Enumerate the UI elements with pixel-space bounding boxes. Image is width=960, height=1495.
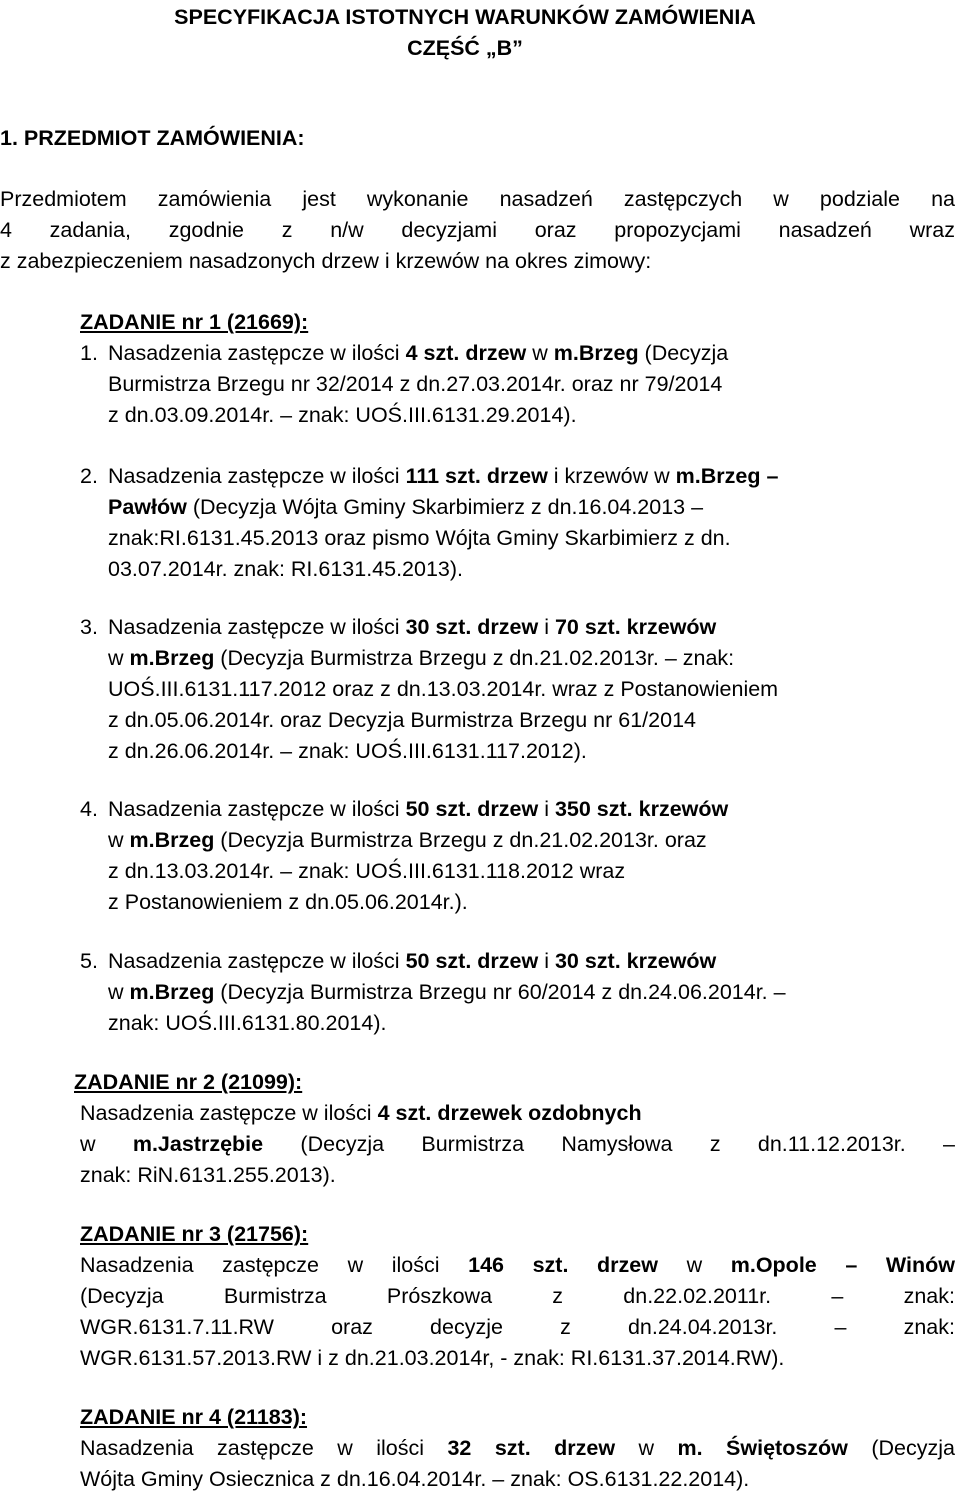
text-run: drzew — [597, 1253, 658, 1277]
zadanie-3-line — [80, 1343, 784, 1374]
text-run: z dn.26.06.2014r. – znak: UOŚ.III.6131.117.2012). — [108, 739, 587, 763]
text-run: i — [538, 949, 555, 973]
text-run: drzew — [477, 615, 539, 639]
zadanie-4-line — [80, 1433, 955, 1464]
text-run: 4 szt. — [377, 1101, 432, 1125]
zadanie-1-heading: ZADANIE nr 1 (21669): — [80, 310, 309, 334]
intro-line-3: z zabezpieczeniem nasadzonych drzew i krzewów na okres zimowy: — [0, 249, 652, 273]
text-run: znak: RiN.6131.255.2013). — [80, 1163, 336, 1187]
list-item-line — [108, 369, 722, 400]
text-run: Nasadzenia zastępcze w ilości — [80, 1101, 378, 1125]
list-item-number: 2. — [80, 464, 98, 488]
text-run: m.Brzeg – — [675, 464, 779, 488]
text-run: Nasadzenia zastępcze w ilości — [108, 949, 406, 973]
text-run: (Decyzja Burmistrza Brzegu z dn.21.02.2013r. – znak: — [214, 646, 735, 670]
text-run: w — [615, 1436, 678, 1460]
list-item-line — [108, 400, 577, 431]
list-item-line — [108, 825, 707, 856]
text-run: w — [108, 980, 130, 1004]
zadanie-3-line — [80, 1281, 955, 1312]
list-item-line — [108, 977, 786, 1008]
list-item-number: 1. — [80, 341, 98, 365]
list-item-line — [108, 523, 731, 554]
list-item-line — [108, 643, 734, 674]
text-run: drzew — [554, 1436, 616, 1460]
list-item-number: 5. — [80, 949, 98, 973]
zadanie-2-heading: ZADANIE nr 2 (21099): — [74, 1070, 303, 1094]
zadanie-2-line — [80, 1129, 955, 1160]
text-run: m.Brzeg — [553, 341, 639, 365]
text-run: WGR.6131.7.11.RW oraz decyzje z dn.24.04.2013r. – znak: — [80, 1315, 955, 1339]
text-run: 146 szt. — [468, 1253, 569, 1277]
text-run: m.Jastrzębie — [132, 1132, 264, 1156]
text-run: WGR.6131.57.2013.RW i z dn.21.03.2014r, - znak: RI.6131.37.2014.RW). — [80, 1346, 785, 1370]
section-1-heading: 1. PRZEDMIOT ZAMÓWIENIA: — [0, 126, 305, 150]
list-item-line — [108, 492, 703, 523]
text-run: i — [538, 615, 555, 639]
text-run: m.Brzeg — [129, 828, 215, 852]
text-run: (Decyzja Wójta Gminy Skarbimierz z dn.16.04.2013 – — [186, 495, 704, 519]
zadanie-4-line — [80, 1464, 749, 1495]
text-run: (Decyzja Burmistrza Brzegu z dn.21.02.2013r. oraz — [214, 828, 707, 852]
zadanie-3-heading: ZADANIE nr 3 (21756): — [80, 1222, 309, 1246]
list-item-line — [108, 461, 778, 492]
text-run: 30 szt. — [554, 949, 621, 973]
document-title-line-1: SPECYFIKACJA ISTOTNYCH WARUNKÓW ZAMÓWIENIA — [174, 5, 756, 29]
list-item-number: 3. — [80, 615, 98, 639]
text-run: 70 szt. — [554, 615, 621, 639]
text-run: w — [80, 1132, 133, 1156]
text-run: w — [108, 828, 130, 852]
text-run: z Postanowieniem z dn.05.06.2014r.). — [108, 890, 468, 914]
text-run: znak: UOŚ.III.6131.80.2014). — [108, 1011, 387, 1035]
text-run: 50 szt. — [405, 797, 472, 821]
text-run: krzewów — [626, 949, 717, 973]
text-run: drzewek ozdobnych — [437, 1101, 642, 1125]
text-run: drzew — [477, 949, 539, 973]
text-run: Nasadzenia zastępcze w ilości — [108, 615, 406, 639]
list-item-line — [108, 946, 716, 977]
list-item-line — [108, 887, 468, 918]
text-run: w — [526, 341, 554, 365]
zadanie-3-line — [80, 1312, 955, 1343]
text-run: krzewów — [638, 797, 729, 821]
text-run: 111 szt. — [405, 464, 481, 488]
text-run: (Decyzja Burmistrza Namysłowa z dn.11.12.2013r. – — [263, 1132, 955, 1156]
zadanie-3-line — [80, 1250, 955, 1281]
text-run: (Decyzja Burmistrza Brzegu nr 60/2014 z dn.24.06.2014r. – — [214, 980, 786, 1004]
text-run: w — [108, 646, 130, 670]
text-run: Nasadzenia zastępcze w ilości — [108, 797, 406, 821]
text-run: i krzewów w — [547, 464, 676, 488]
text-run: (Decyzja — [847, 1436, 955, 1460]
list-item-line — [108, 338, 728, 369]
list-item-number: 4. — [80, 797, 98, 821]
text-run: 350 szt. — [554, 797, 633, 821]
text-run: 50 szt. — [405, 949, 472, 973]
text-run: Burmistrza Brzegu nr 32/2014 z dn.27.03.2014r. oraz nr 79/2014 — [108, 372, 723, 396]
text-run: 03.07.2014r. znak: RI.6131.45.2013). — [108, 557, 464, 581]
text-run: i — [538, 797, 555, 821]
list-item-line — [108, 736, 587, 767]
text-run: (Decyzja — [638, 341, 729, 365]
text-run: znak:RI.6131.45.2013 oraz pismo Wójta Gminy Skarbimierz z dn. — [108, 526, 731, 550]
text-run: 30 szt. — [405, 615, 472, 639]
zadanie-4-heading: ZADANIE nr 4 (21183): — [80, 1405, 308, 1429]
document-title-line-2: CZĘŚĆ „B” — [407, 36, 523, 60]
text-run: Pawłów — [108, 495, 187, 519]
zadanie-2-line — [80, 1160, 336, 1191]
text-run: drzew — [486, 464, 548, 488]
text-run: (Decyzja Burmistrza Prószkowa z dn.22.02.2011r. – znak: — [80, 1284, 955, 1308]
text-run: w — [657, 1253, 731, 1277]
text-run: Wójta Gminy Osiecznica z dn.16.04.2014r. – znak: OS.6131.22.2014). — [80, 1467, 750, 1491]
intro-line-2: 4 zadania, zgodnie z n/w decyzjami oraz propozycjami nasadzeń wraz — [0, 218, 955, 242]
text-run — [568, 1253, 597, 1277]
list-item-line — [108, 705, 696, 736]
list-item-line — [108, 612, 716, 643]
text-run: m.Brzeg — [129, 646, 215, 670]
text-run: drzew — [465, 341, 527, 365]
text-run: Nasadzenia zastępcze w ilości — [108, 341, 406, 365]
text-run — [531, 1436, 554, 1460]
text-run: z dn.05.06.2014r. oraz Decyzja Burmistrza Brzegu nr 61/2014 — [108, 708, 696, 732]
text-run: m. Świętoszów — [677, 1436, 848, 1460]
text-run: Nasadzenia zastępcze w ilości — [80, 1436, 448, 1460]
list-item-line — [108, 554, 463, 585]
zadanie-2-line — [80, 1098, 642, 1129]
text-run: UOŚ.III.6131.117.2012 oraz z dn.13.03.2014r. wraz z Postanowieniem — [108, 677, 779, 701]
text-run: drzew — [477, 797, 539, 821]
list-item-line — [108, 674, 778, 705]
text-run: z dn.03.09.2014r. – znak: UOŚ.III.6131.29.2014). — [108, 403, 577, 427]
text-run: m.Opole – Winów — [730, 1253, 955, 1277]
text-run: krzewów — [626, 615, 717, 639]
text-run: z dn.13.03.2014r. – znak: UOŚ.III.6131.118.2012 wraz — [108, 859, 626, 883]
text-run: 4 szt. — [405, 341, 460, 365]
list-item-line — [108, 856, 625, 887]
text-run: 32 szt. — [447, 1436, 531, 1460]
intro-line-1: Przedmiotem zamówienia jest wykonanie nasadzeń zastępczych w podziale na — [0, 187, 955, 211]
text-run: m.Brzeg — [129, 980, 215, 1004]
text-run: Nasadzenia zastępcze w ilości — [108, 464, 406, 488]
text-run: Nasadzenia zastępcze w ilości — [80, 1253, 469, 1277]
list-item-line — [108, 794, 728, 825]
list-item-line — [108, 1008, 386, 1039]
